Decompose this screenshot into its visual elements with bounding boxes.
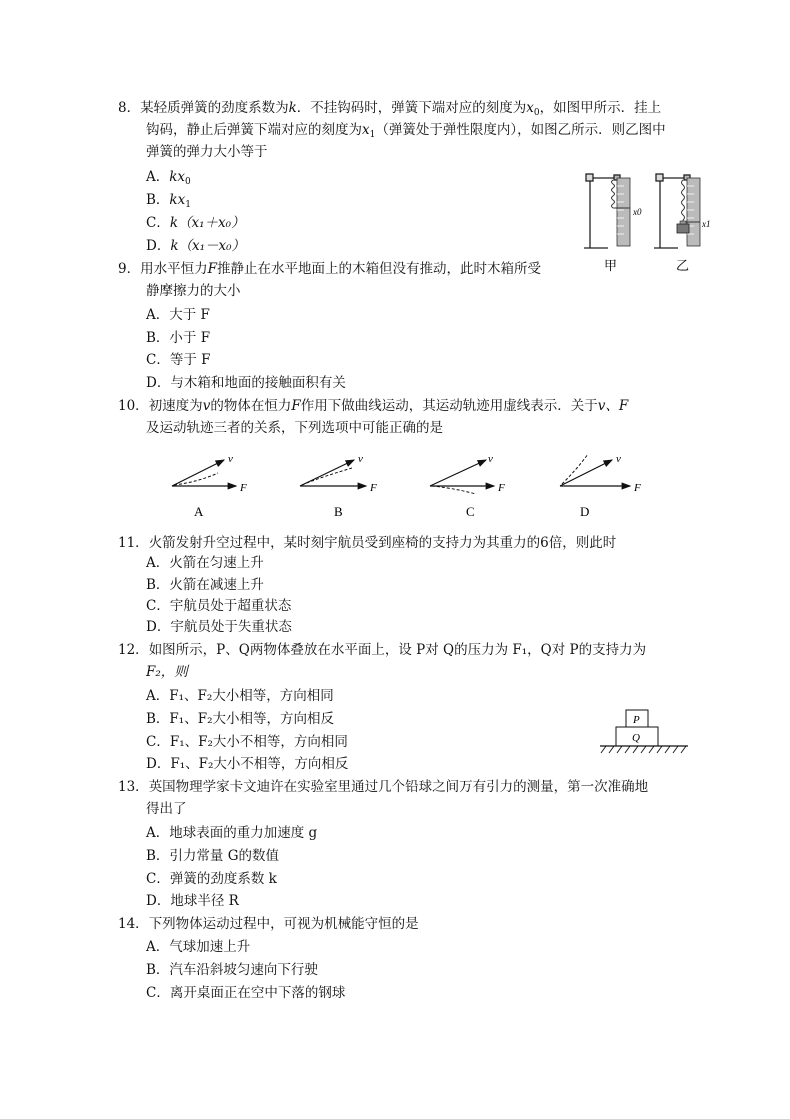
option-text: 火箭在减速上升 <box>169 577 264 593</box>
q12-line2: F₂，则 <box>146 664 188 680</box>
ruler-yi <box>687 178 700 246</box>
option-label: D． <box>146 375 171 391</box>
q9-option-b[interactable] <box>146 327 210 349</box>
vector-diagrams <box>168 448 648 526</box>
label-F: F <box>498 482 505 494</box>
q8-option-a[interactable] <box>146 166 191 188</box>
option-text: 火箭在匀速上升 <box>169 555 264 571</box>
option-label: B． <box>146 962 170 978</box>
option-text: kx <box>169 192 186 208</box>
q14-text: 下列物体运动过程中，可视为机械能守恒的是 <box>148 916 419 932</box>
option-label: D． <box>146 238 171 254</box>
fig-x1-label: x1 <box>702 219 711 229</box>
q14-option-a[interactable] <box>146 936 250 958</box>
diagram-c[interactable] <box>430 453 505 519</box>
option-label: C． <box>146 598 170 614</box>
vector-v <box>430 460 486 486</box>
option-text: F₁、F₂大小相等，方向相反 <box>169 711 334 727</box>
option-label: C． <box>146 215 170 231</box>
q13-option-d[interactable] <box>146 890 239 912</box>
q10-F: F <box>291 398 301 414</box>
option-text: F₁、F₂大小相等，方向相同 <box>169 688 334 704</box>
q13-option-b[interactable] <box>146 845 279 867</box>
option-text: 与木箱和地面的接触面积有关 <box>170 375 346 391</box>
q14-option-b[interactable] <box>146 959 318 981</box>
q9-option-a[interactable] <box>146 304 210 326</box>
option-label: A． <box>146 169 170 185</box>
option-label: A． <box>146 555 170 571</box>
option-label: D． <box>146 756 171 772</box>
q13-text: 英国物理学家卡文迪许在实验室里通过几个铅球之间万有引力的测量，第一次准确地 <box>148 779 649 795</box>
option-label: C． <box>146 734 170 750</box>
q12-option-a[interactable] <box>146 685 334 707</box>
option-text: 引力常量 G的数值 <box>169 848 279 864</box>
question-10 <box>118 395 628 439</box>
q12-option-d[interactable] <box>146 753 348 775</box>
q10-v: v <box>202 398 211 414</box>
q10-text-b: 的物体在恒力 <box>210 398 292 414</box>
option-text: 宇航员处于失重状态 <box>170 619 292 635</box>
option-label: A． <box>146 825 170 841</box>
q11-option-c[interactable] <box>146 595 291 617</box>
option-label: B． <box>146 711 170 727</box>
option-label: B． <box>146 330 170 346</box>
q12-number: 12． <box>118 642 149 658</box>
q9-option-c[interactable] <box>146 349 211 371</box>
question-8 <box>118 97 666 163</box>
q8-x0-sub: 0 <box>533 108 540 118</box>
block-q-label: Q <box>632 732 640 744</box>
option-label: C． <box>146 871 170 887</box>
option-label: D． <box>146 893 171 909</box>
option-sub: 1 <box>185 200 191 210</box>
q12-option-c[interactable] <box>146 731 348 753</box>
q8-text-b: ．不挂钩码时，弹簧下端对应的刻度为 <box>296 100 527 116</box>
question-9 <box>118 258 541 302</box>
question-14 <box>118 913 419 935</box>
option-text: k（x₁＋x₀） <box>169 215 245 231</box>
option-text: 大于 F <box>169 307 210 323</box>
spring-figure <box>584 172 714 278</box>
trajectory <box>562 454 588 484</box>
option-label: B． <box>146 848 170 864</box>
choice-label: D <box>580 504 590 519</box>
q10-text: 初速度为 <box>148 398 203 414</box>
q8-number: 8． <box>118 100 141 116</box>
option-text: 离开桌面正在空中下落的钢球 <box>169 985 346 1001</box>
fig-label-yi: 乙 <box>676 259 690 274</box>
label-v: v <box>488 453 493 465</box>
q9-line2: 静摩擦力的大小 <box>146 283 241 299</box>
q8-line3: 弹簧的弹力大小等于 <box>146 144 268 160</box>
diagram-d[interactable] <box>560 453 641 519</box>
trajectory <box>174 473 218 485</box>
question-12 <box>118 639 646 683</box>
option-label: A． <box>146 688 170 704</box>
q11-option-d[interactable] <box>146 616 292 638</box>
label-v: v <box>358 453 363 465</box>
q8-option-b[interactable] <box>146 189 191 211</box>
choice-label: C <box>466 504 475 519</box>
q13-option-c[interactable] <box>146 868 277 890</box>
q10-number: 10． <box>118 398 149 414</box>
trajectory <box>302 468 352 485</box>
q14-number: 14． <box>118 916 149 932</box>
question-13 <box>118 776 648 820</box>
q11-option-b[interactable] <box>146 574 264 596</box>
label-v: v <box>616 453 621 465</box>
option-label: A． <box>146 307 170 323</box>
option-label: D． <box>146 619 171 635</box>
block-p-label: P <box>633 714 640 726</box>
q13-option-a[interactable] <box>146 822 317 844</box>
q8-line2-b: （弹簧处于弹性限度内），如图乙所示．则乙图中 <box>375 122 666 138</box>
label-F: F <box>240 482 247 494</box>
choice-label: B <box>334 504 343 519</box>
q8-option-c[interactable] <box>146 212 245 234</box>
q14-option-c[interactable] <box>146 982 345 1004</box>
q8-x1-sub: 1 <box>369 130 376 140</box>
q11-option-a[interactable] <box>146 552 264 574</box>
fig-label-jia: 甲 <box>604 259 618 274</box>
option-label: C． <box>146 352 170 368</box>
option-sub: 0 <box>185 177 191 187</box>
option-text: F₁、F₂大小不相等，方向相反 <box>170 756 349 772</box>
label-F: F <box>634 482 641 494</box>
q13-number: 13． <box>118 779 149 795</box>
q8-text: 某轻质弹簧的劲度系数为 <box>140 100 289 116</box>
q10-line2: 及运动轨迹三者的关系，下列选项中可能正确的是 <box>146 420 443 436</box>
q9-number: 9． <box>118 261 141 277</box>
option-text: kx <box>169 169 186 185</box>
q10-text-c: 作用下做曲线运动，其运动轨迹用虚线表示．关于 <box>300 398 598 414</box>
option-text: F₁、F₂大小不相等，方向相同 <box>169 734 348 750</box>
stand-yi <box>654 174 690 248</box>
q9-text: 用水平恒力 <box>140 261 208 277</box>
option-text: 弹簧的劲度系数 k <box>169 871 277 887</box>
option-text: 地球半径 R <box>170 893 239 909</box>
question-11 <box>118 532 616 554</box>
option-text: 小于 F <box>169 330 211 346</box>
option-text: 地球表面的重力加速度 g <box>169 825 318 841</box>
q9-option-d[interactable] <box>146 372 346 394</box>
q12-option-b[interactable] <box>146 708 334 730</box>
fig-x0-label: x0 <box>633 207 642 217</box>
option-text: 气球加速上升 <box>169 939 251 955</box>
choice-label: A <box>194 504 204 519</box>
option-text: k（x₁－x₀） <box>170 238 246 254</box>
q11-number: 11． <box>118 535 149 551</box>
option-text: 汽车沿斜坡匀速向下行驶 <box>169 962 318 978</box>
vector-v <box>172 460 224 486</box>
vector-v <box>560 460 612 486</box>
q8-k: k <box>288 100 297 116</box>
ruler-jia <box>617 178 630 246</box>
q9-text-b: 推静止在水平地面上的木箱但没有推动，此时木箱所受 <box>216 261 541 277</box>
option-label: B． <box>146 577 170 593</box>
label-v: v <box>228 453 233 465</box>
q11-text: 火箭发射升空过程中，某时刻宇航员受到座椅的支持力为其重力的6倍，则此时 <box>148 535 617 551</box>
ground-hatch <box>601 746 686 753</box>
q8-x0: x <box>526 100 534 116</box>
trajectory <box>432 486 476 494</box>
label-F: F <box>370 482 377 494</box>
option-label: C． <box>146 985 170 1001</box>
q9-F: F <box>207 261 217 277</box>
q8-option-d[interactable] <box>146 235 245 257</box>
option-label: B． <box>146 192 170 208</box>
q13-line2: 得出了 <box>146 801 187 817</box>
q8-line2: 钩码，静止后弹簧下端对应的刻度为 <box>146 122 362 138</box>
option-label: A． <box>146 939 170 955</box>
option-text: 等于 F <box>169 352 211 368</box>
q10-vF: v、F <box>597 398 629 414</box>
blocks-figure <box>598 708 690 758</box>
q8-x1: x <box>362 122 370 138</box>
option-text: 宇航员处于超重状态 <box>169 598 292 614</box>
diagram-a[interactable] <box>172 453 247 519</box>
q8-text-c: ，如图甲所示．挂上 <box>539 100 662 116</box>
diagram-b[interactable] <box>300 453 377 519</box>
q12-text: 如图所示，P、Q两物体叠放在水平面上，设 P对 Q的压力为 F₁，Q对 P的支持力为 <box>148 642 647 658</box>
